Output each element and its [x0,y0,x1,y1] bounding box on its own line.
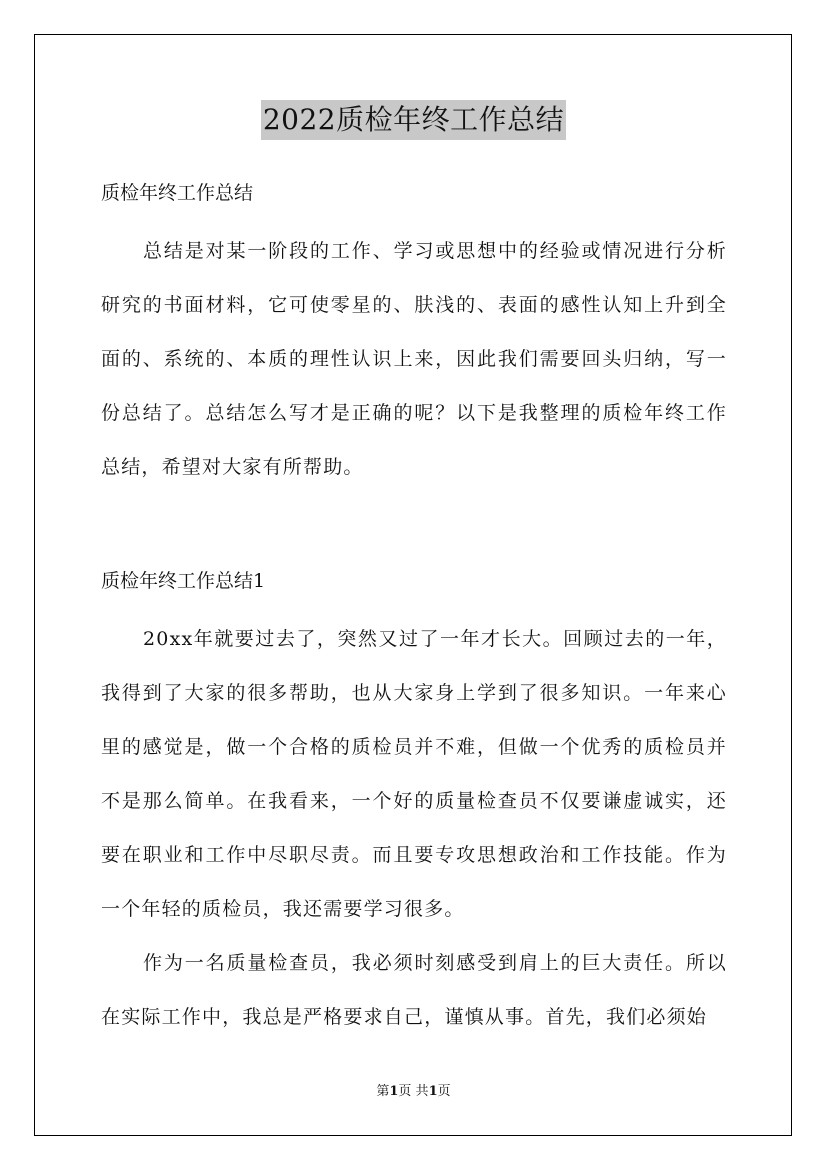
footer-prefix: 第 [376,1084,390,1099]
footer-middle: 页 共 [398,1084,429,1099]
body-paragraph: 20xx年就要过去了，突然又过了一年才长大。回顾过去的一年，我得到了大家的很多帮助，也从大家身上学到了很多知识。一年来心里的感觉是，做一个合格的质检员并不难，但做一个优秀的质检员并不是那么简单。在我看来，一个好的质量检查员不仅要谦虚诚实，还要在职业和工作中尽职尽责。而且要专攻思想政治和工作技能。作为一个年轻的质检员，我还需要学习很多。 [101,628,727,920]
body-paragraph: 作为一名质量检查员，我必须时刻感受到肩上的巨大责任。所以在实际工作中，我总是严格要求自己，谨慎从事。首先，我们必须始 [101,952,727,1028]
document-body [101,170,727,1044]
title-container [0,100,827,140]
document-title: 2022质检年终工作总结 [261,100,566,140]
page-footer [0,1082,827,1102]
footer-page-number: 1 [389,1084,399,1099]
footer-total-pages: 1 [428,1084,438,1099]
intro-paragraph: 总结是对某一阶段的工作、学习或思想中的经验或情况进行分析研究的书面材料，它可使零星的、肤浅的、表面的感性认知上升到全面的、系统的、本质的理性认识上来，因此我们需要回头归纳，写一份总结了。总结怎么写才是正确的呢？以下是我整理的质检年终工作总结，希望对大家有所帮助。 [101,240,727,478]
section-heading: 质检年终工作总结1 [101,570,266,592]
footer-suffix: 页 [437,1084,451,1099]
subtitle: 质检年终工作总结 [101,182,254,204]
